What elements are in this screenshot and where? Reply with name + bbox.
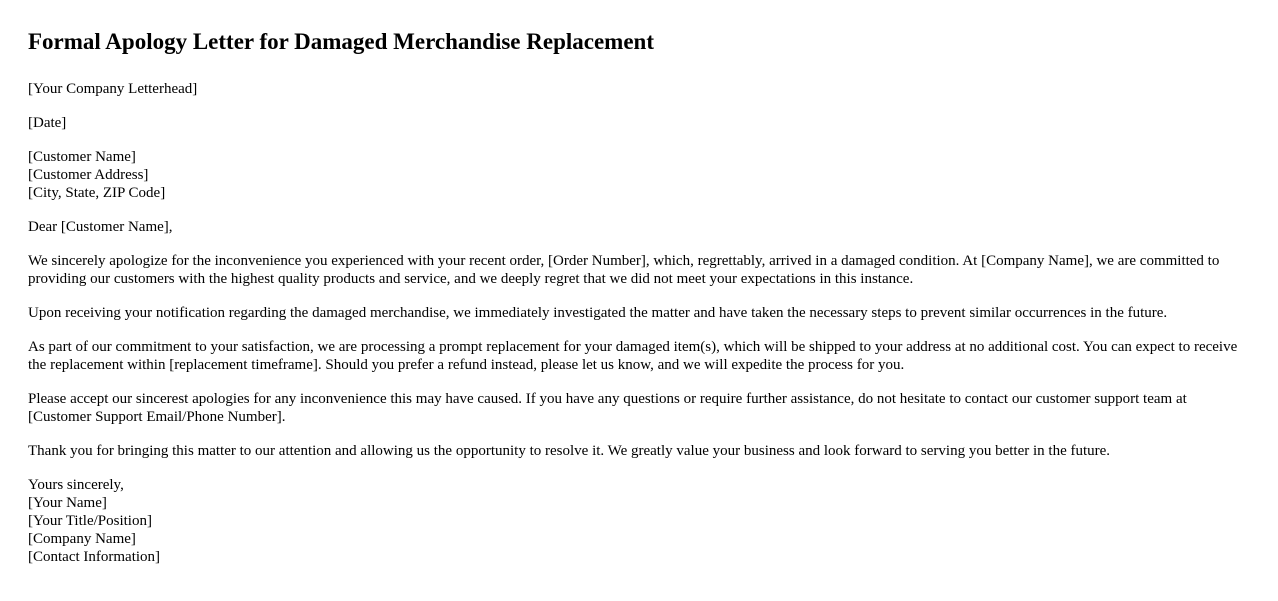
body-paragraph: Thank you for bringing this matter to our attention and allowing us the opportunity to resolve it. We greatly value your business and look forward to serving you better in the future. — [28, 443, 1111, 459]
body-paragraph: We sincerely apologize for the inconvenience you experienced with your recent order, [Order Number], which, regrettably, arrived in a damaged condition. At [Company Name], we are committed to providing our customers with the highest quality products and service, and we deeply regret that we did not meet your expectations in this instance. — [28, 253, 1220, 287]
recipient-city-state-zip: [City, State, ZIP Code] — [28, 185, 166, 201]
valediction: Yours sincerely, — [28, 477, 124, 493]
closing-block — [28, 476, 1250, 566]
salutation: Dear [Customer Name], — [28, 219, 173, 235]
recipient-block — [28, 148, 1250, 202]
body-paragraph: As part of our commitment to your satisfaction, we are processing a prompt replacement for your damaged item(s), which will be shipped to your address at no additional cost. You can expect to receive the replacement within [replacement timeframe]. Should you prefer a refund instead, please let us know, and we will expedite the process for you. — [28, 339, 1238, 373]
sender-contact: [Contact Information] — [28, 549, 161, 565]
sender-company: [Company Name] — [28, 531, 136, 547]
letter-date: [Date] — [28, 115, 67, 131]
recipient-address: [Customer Address] — [28, 167, 149, 183]
page-title: Formal Apology Letter for Damaged Merchandise Replacement — [28, 29, 654, 54]
sender-title: [Your Title/Position] — [28, 513, 152, 529]
body-paragraph: Upon receiving your notification regarding the damaged merchandise, we immediately investigated the matter and have taken the necessary steps to prevent similar occurrences in the future. — [28, 305, 1168, 321]
sender-name: [Your Name] — [28, 495, 107, 511]
recipient-name: [Customer Name] — [28, 149, 136, 165]
letterhead: [Your Company Letterhead] — [28, 81, 198, 97]
body-paragraph: Please accept our sincerest apologies for any inconvenience this may have caused. If you have any questions or require further assistance, do not hesitate to contact our customer support team at [Customer Support Email/Phone Number]. — [28, 391, 1187, 425]
